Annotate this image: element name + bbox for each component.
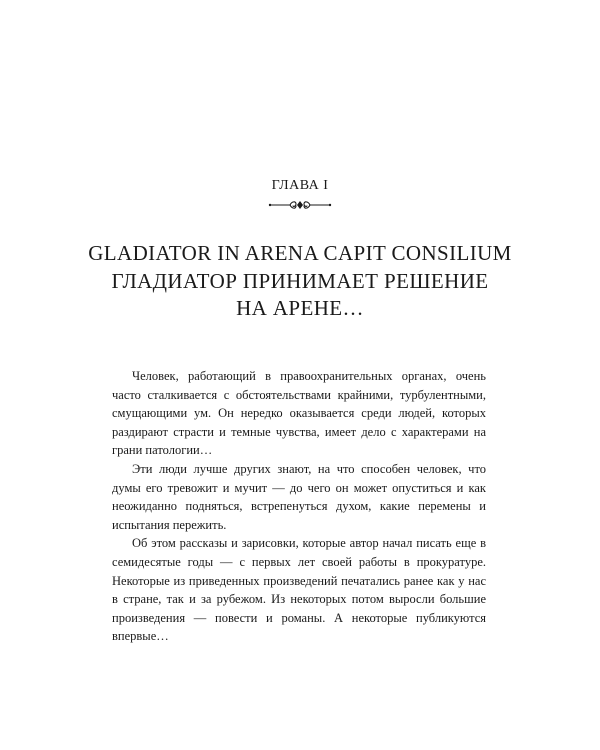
chapter-title-latin: GLADIATOR IN ARENA CAPIT CONSILIUM — [88, 241, 512, 265]
body-paragraph: Об этом рассказы и зарисовки, которые автор начал писать еще в семидесятые годы — с первых лет своей работы в прокуратуре. Некоторые из приведенных произведений печатались ранее как у нас в стране, так и за рубежом. Из некоторых потом выросли большие произведения — повести и романы. А некоторые публикуются впервые… — [112, 536, 486, 644]
body-paragraph: Эти люди лучше других знают, на что способен человек, что думы его тревожит и мучит — до чего он может опуститься и как неожиданно подняться, встрепенуться духом, какие перемены и испытания пережить. — [112, 461, 486, 532]
chapter-label: ГЛАВА I — [271, 178, 329, 193]
body-text — [112, 367, 486, 646]
body-paragraph: Человек, работающий в правоохранительных органах, очень часто сталкивается с обстоятельствами крайними, турбулентными, смущающими ум. Он нередко оказывается среди людей, которых раздирают страсти и темные чувства, имеет дело с характерами на грани патологии… — [112, 369, 486, 458]
scroll-flourish-icon — [268, 198, 332, 212]
chapter-title-russian-line-2: НА АРЕНЕ… — [236, 296, 364, 320]
chapter-title-russian-line-1: ГЛАДИАТОР ПРИНИМАЕТ РЕШЕНИЕ — [111, 269, 489, 293]
